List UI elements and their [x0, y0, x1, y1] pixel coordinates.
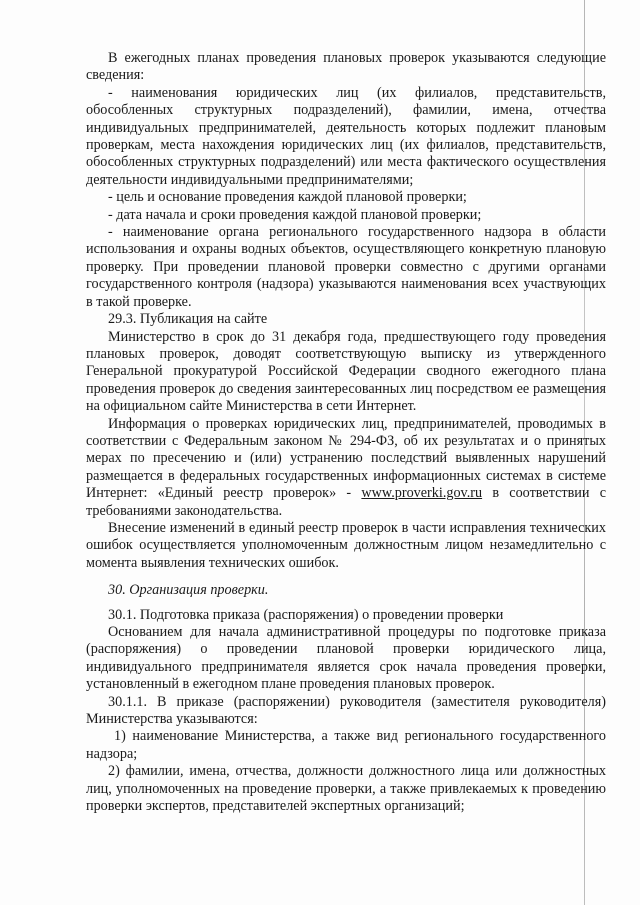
list-item-ministry-name: 1) наименование Министерства, а также вид регионального государственного надзора;	[86, 728, 606, 762]
list-item-names: - наименования юридических лиц (их филиалов, представительств, обособленных структурных подразделений), фамилии, имена, отчества индивидуальных предпринимателей, деятельность которых подлежит плановым проверкам, места нахождения юридических лиц (их филиалов, представительств, обособленных структурных подразделений) или места фактического осуществления деятельности индивидуальными предпринимателями;	[86, 84, 606, 188]
section-heading-publication: 29.3. Публикация на сайте	[108, 311, 268, 328]
paragraph-inspection-info	[86, 416, 606, 520]
document-body	[86, 50, 606, 815]
list-item-dates: - дата начала и сроки проведения каждой плановой проверки;	[108, 206, 482, 223]
paragraph-intro: В ежегодных планах проведения плановых проверок указываются следующие сведения:	[86, 50, 606, 84]
proverki-link[interactable]: www.proverki.gov.ru	[361, 485, 483, 502]
section-heading-organization: 30. Организация проверки.	[108, 582, 269, 599]
paragraph-basis: Основанием для начала административной процедуры по подготовке приказа (распоряжения) о проведении плановой проверки юридического лица, индивидуального предпринимателя является срок начала проведения проверки, установленный в ежегодном плане проведения плановых проверок.	[86, 624, 606, 693]
inspection-info-tail: в соответствии с требованиями законодательства.	[86, 485, 606, 519]
paragraph-ministry-deadline: Министерство в срок до 31 декабря года, предшествующего году проведения плановых проверок, доводят соответствующую выписку из утвержденного Генеральной прокуратурой Российской Федерации сводного ежегодного плана проведения проверок до сведения заинтересованных лиц посредством ее размещения на официальном сайте Министерства в сети Интернет.	[86, 328, 606, 415]
list-item-authority: - наименование органа регионального государственного надзора в области использования и охраны водных объектов, осуществляющего конкретную плановую проверку. При проведении плановой проверки совместно с другими органами государственного контроля (надзора) указываются наименования всех участвующих в такой проверке.	[86, 224, 606, 310]
subsection-heading-order: 30.1. Подготовка приказа (распоряжения) о проведении проверки	[108, 606, 504, 623]
list-item-purpose: - цель и основание проведения каждой плановой проверки;	[108, 189, 467, 206]
inspection-info-text: Информация о проверках юридических лиц, предпринимателей, проводимых в соответствии с Федеральным законом № 294-ФЗ, об их результатах и о принятых мерах по пресечению и (или) устранению последствий выявленных нарушений размещается в федеральных государственных информационных системах в системе Интернет: «Единый реестр проверок» -	[86, 415, 606, 502]
list-item-officials: 2) фамилии, имена, отчества, должности должностного лица или должностных лиц, уполномоченных на проведение проверки, а также привлекаемых к проведению проверки экспертов, представителей экспертных организаций;	[86, 763, 606, 815]
paragraph-register-changes: Внесение изменений в единый реестр проверок в части исправления технических ошибок осуществляется уполномоченным должностным лицом незамедлительно с момента выявления технических ошибок.	[86, 519, 606, 571]
paragraph-order-contents: 30.1.1. В приказе (распоряжении) руководителя (заместителя руководителя) Министерства указываются:	[86, 693, 606, 728]
